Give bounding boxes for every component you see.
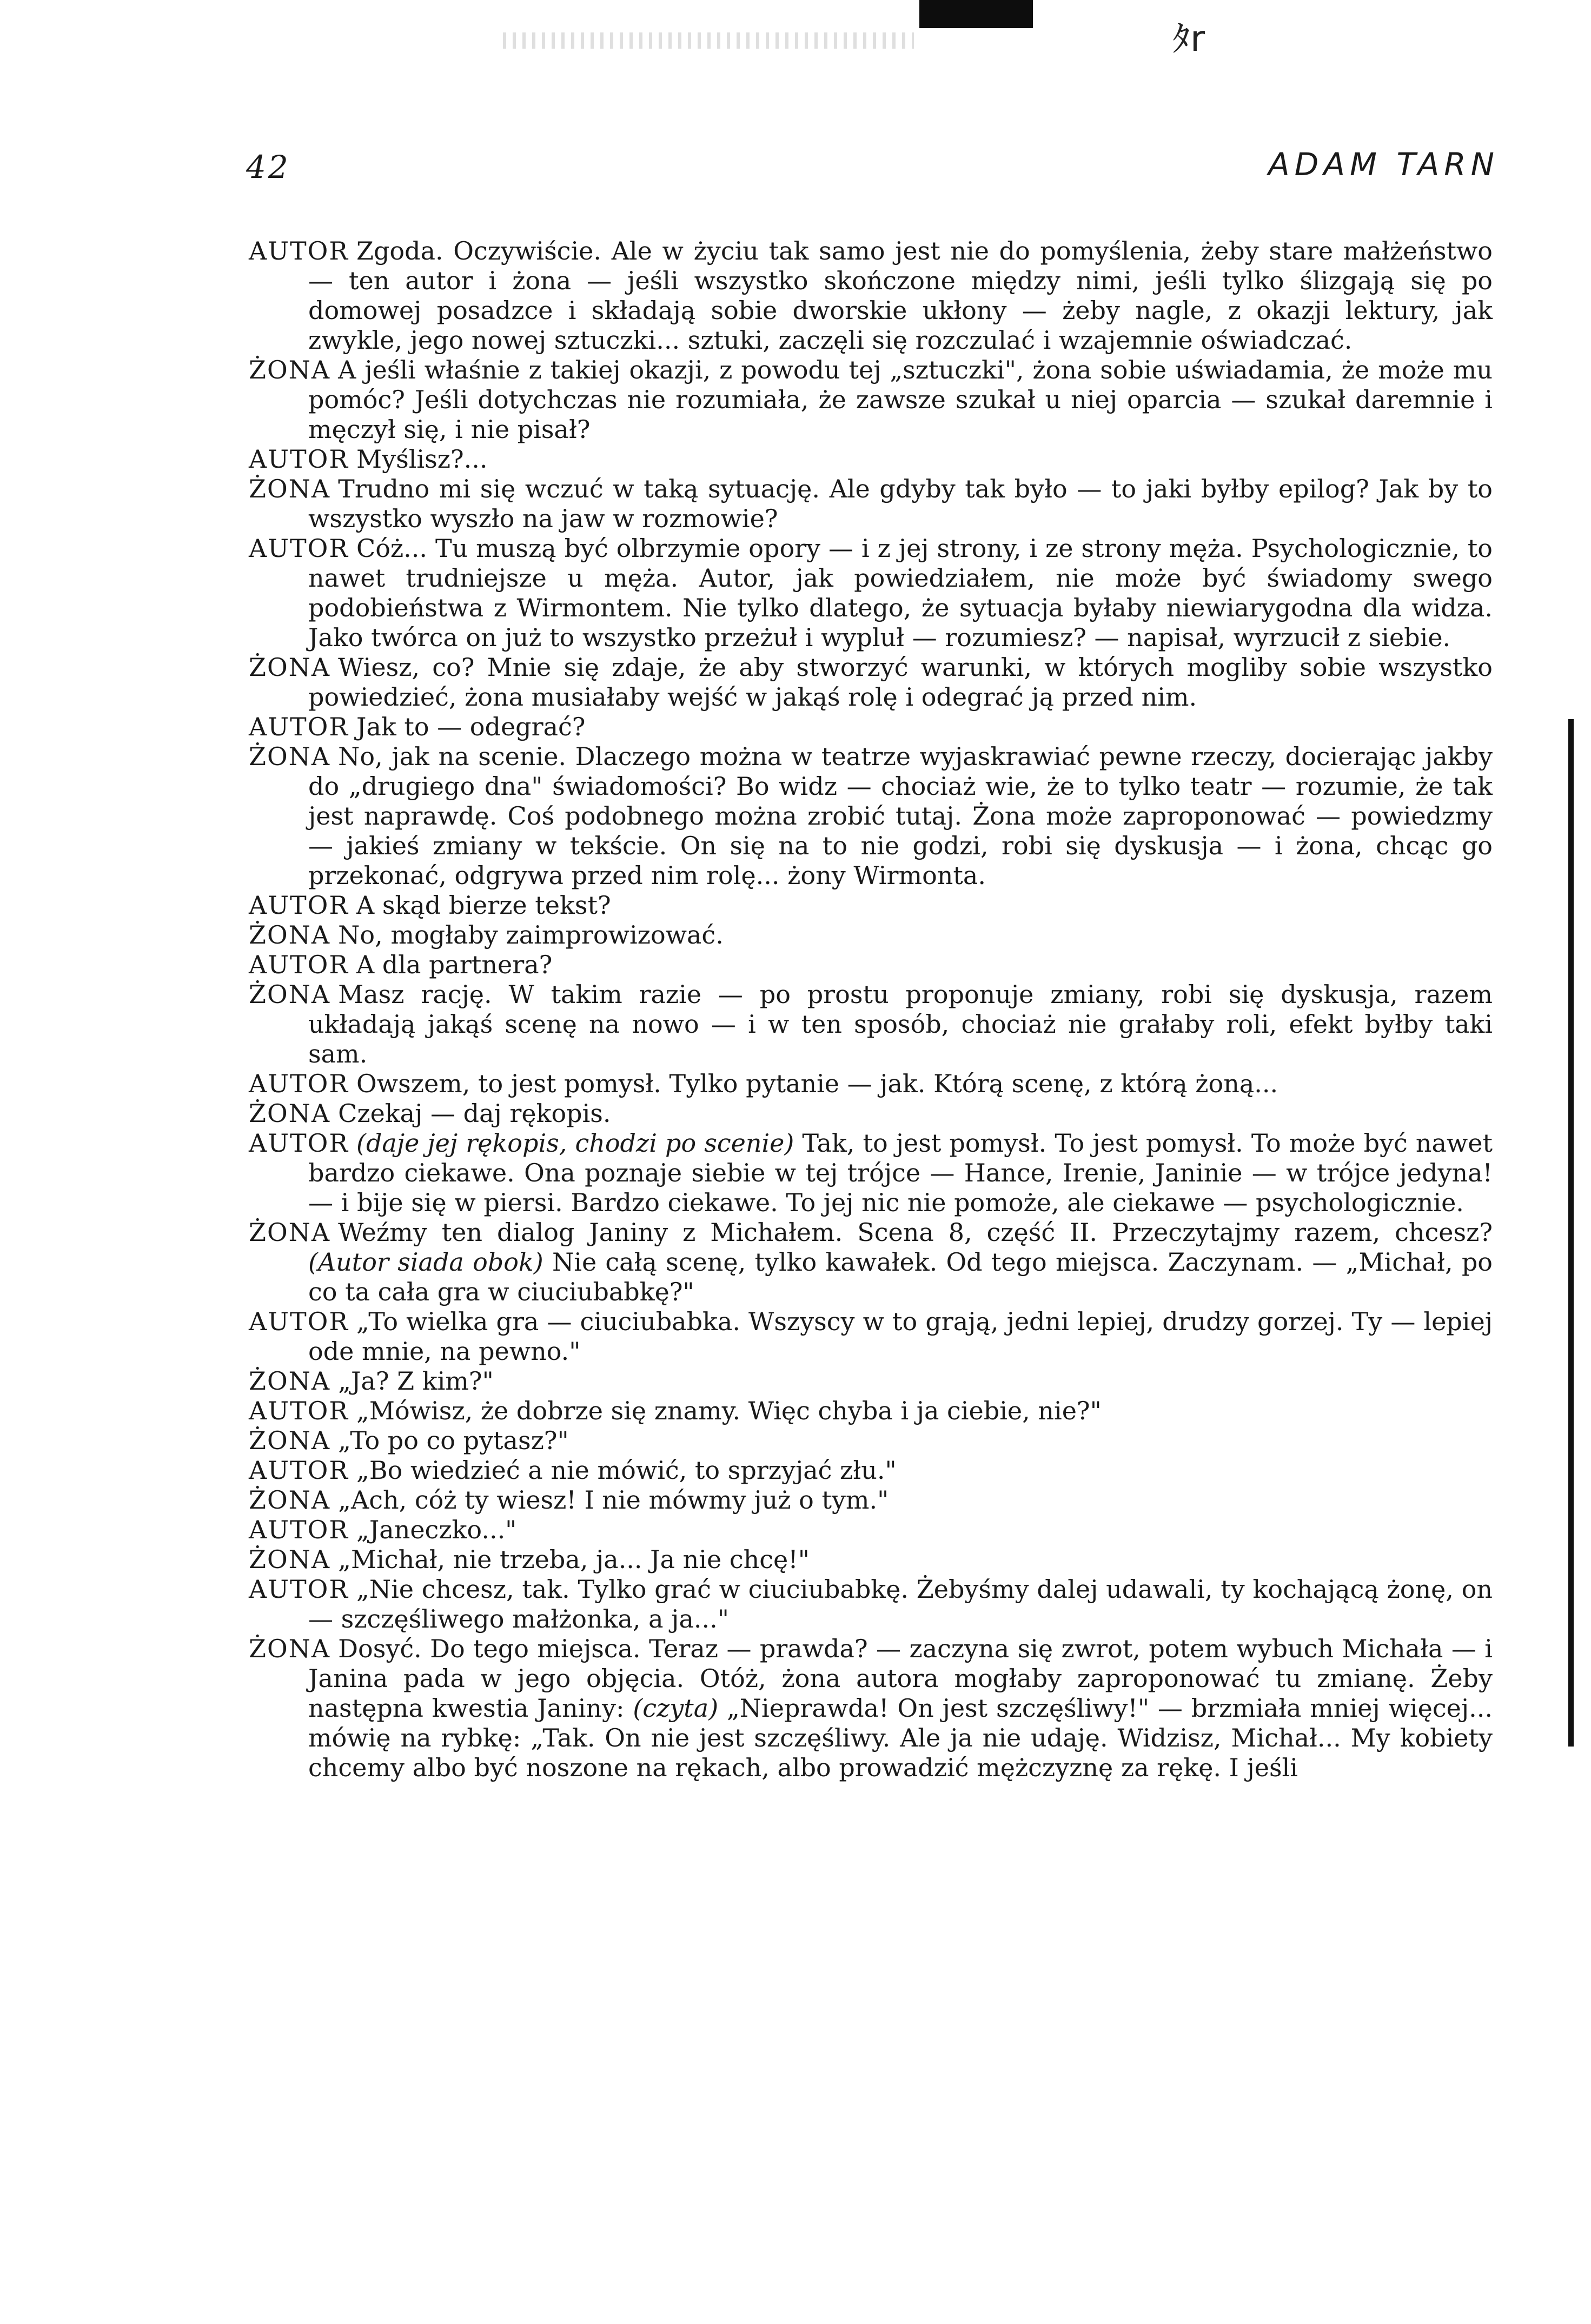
dialogue-line bbox=[249, 474, 1493, 534]
dialogue-line bbox=[249, 355, 1493, 444]
scan-top-bar bbox=[919, 0, 1033, 28]
speaker-name: ŻONA bbox=[249, 653, 331, 682]
dialogue-text-segment: Dosyć. Do tego miejsca. Teraz — prawda? — zaczyna się zwrot, potem wybuch Michała — i Janina pada w jego objęcia. Otóż, żona autora mogłaby zaproponować tu zmianę. Żeby następna kwestia Janiny: bbox=[308, 1634, 1493, 1723]
dialogue-line bbox=[249, 1515, 1493, 1545]
dialogue-line bbox=[249, 1099, 1493, 1128]
dialogue-line bbox=[249, 1575, 1493, 1634]
dialogue-text-segment: Tak, to jest pomysł. To jest pomysł. To może być nawet bardzo ciekawe. Ona poznaje siebie w tej trójce — Hance, Irenie, Janinie — w trójce jedyna! — i bije się w piersi. Bardzo ciekawe. To jej nic nie pomoże, ale ciekawe — psychologicznie. bbox=[308, 1128, 1493, 1217]
speaker-name: AUTOR bbox=[249, 1069, 349, 1098]
dialogue-line bbox=[249, 534, 1493, 653]
stage-direction: (czyta) bbox=[633, 1694, 719, 1723]
dialogue-line bbox=[249, 1396, 1493, 1426]
dialogue-text-segment: „Janeczko..." bbox=[356, 1515, 517, 1544]
dialogue-line bbox=[249, 920, 1493, 950]
speaker-name: AUTOR bbox=[249, 444, 349, 474]
dialogue-text-segment: Wiesz, co? Mnie się zdaje, że aby stworzyć warunki, w których mogliby sobie wszystko powiedzieć, żona musiałaby wejść w jakąś rolę i odegrać ją przed nim. bbox=[308, 653, 1493, 712]
speaker-name: ŻONA bbox=[249, 474, 331, 503]
speaker-name: AUTOR bbox=[249, 1515, 349, 1544]
speaker-name: AUTOR bbox=[249, 534, 349, 563]
dialogue-line bbox=[249, 1128, 1493, 1218]
dialogue-text-segment: „Ja? Z kim?" bbox=[338, 1366, 494, 1396]
dialogue-line bbox=[249, 742, 1493, 891]
speaker-name: AUTOR bbox=[249, 950, 349, 979]
speaker-name: AUTOR bbox=[249, 1128, 349, 1158]
dialogue-line bbox=[249, 980, 1493, 1069]
speaker-name: ŻONA bbox=[249, 742, 331, 771]
speaker-name: AUTOR bbox=[249, 1396, 349, 1425]
corner-mark: ﾀr bbox=[1172, 18, 1205, 59]
dialogue-text-segment: „Mówisz, że dobrze się znamy. Więc chyba i ja ciebie, nie?" bbox=[356, 1396, 1102, 1425]
dialogue-text-segment: Masz rację. W takim razie — po prostu proponuje zmiany, robi się dyskusja, razem układają jakąś scenę na nowo — i w ten sposób, chociaż nie grałaby roli, efekt byłby taki sam. bbox=[308, 980, 1493, 1068]
speaker-name: ŻONA bbox=[249, 1218, 331, 1247]
dialogue-text-segment: No, jak na scenie. Dlaczego można w teatrze wyjaskrawiać pewne rzeczy, docierając jakby do „drugiego dna" świadomości? Bo widz — chociaż wie, że to tylko teatr — rozumie, że tak jest naprawdę. Coś podobnego można zrobić tutaj. Żona może zaproponować — powiedzmy — jakieś zmiany w tekście. On się na to nie godzi, robi się dyskusja — i żona, chcąc go przekonać, odgrywa przed nim rolę... żony Wirmonta. bbox=[308, 742, 1493, 890]
speaker-name: AUTOR bbox=[249, 1575, 349, 1604]
dialogue-text-segment: Trudno mi się wczuć w taką sytuację. Ale gdyby tak było — to jaki byłby epilog? Jak by to wszystko wyszło na jaw w rozmowie? bbox=[308, 474, 1493, 533]
dialogue-text-segment: Myślisz?... bbox=[356, 444, 488, 474]
running-head: ADAM TARN bbox=[1268, 146, 1499, 183]
dialogue-line bbox=[249, 950, 1493, 980]
dialogue-text-segment: Cóż... Tu muszą być olbrzymie opory — i z jej strony, i ze strony męża. Psychologicznie, to nawet trudniejsze u męża. Autor, jak powiedziałem, nie może być świadomy swego podobieństwa z Wirmontem. Nie tylko dlatego, że sytuacja byłaby niewiarygodna dla widza. Jako twórca on już to wszystko przeżuł i wypluł — rozumiesz? — napisał, wyrzucił z siebie. bbox=[308, 534, 1493, 652]
stage-direction: (daje jej rękopis, chodzi po scenie) bbox=[356, 1128, 794, 1158]
dialogue-text-segment: „Ach, cóż ty wiesz! I nie mówmy już o tym." bbox=[338, 1485, 889, 1515]
dialogue-text-segment: Czekaj — daj rękopis. bbox=[338, 1099, 611, 1128]
dialogue-text-segment: „Nieprawda! On jest szczęśliwy!" — brzmiała mniej więcej... mówię na rybkę: „Tak. On nie jest szczęśliwy. Ale ja nie udaję. Widzisz, Michał... My kobiety chcemy albo być noszone na rękach, albo prowadzić mężczyznę za rękę. I jeśli bbox=[308, 1694, 1493, 1782]
speaker-name: ŻONA bbox=[249, 1545, 331, 1574]
dialogue-text-segment: „Bo wiedzieć a nie mówić, to sprzyjać złu." bbox=[356, 1456, 897, 1485]
dialogue-text-segment: Nie całą scenę, tylko kawałek. Od tego miejsca. Zaczynam. — „Michał, po co ta cała gra w ciuciubabkę?" bbox=[308, 1247, 1493, 1306]
dialogue-text-segment: „To po co pytasz?" bbox=[338, 1426, 569, 1455]
dialogue-line bbox=[249, 1456, 1493, 1485]
dialogue-text-segment: No, mogłaby zaimprowizować. bbox=[338, 920, 724, 949]
speaker-name: ŻONA bbox=[249, 920, 331, 949]
speaker-name: ŻONA bbox=[249, 1366, 331, 1396]
scan-noise bbox=[503, 32, 914, 49]
dialogue-line bbox=[249, 1634, 1493, 1783]
dialogue-text-segment: „Michał, nie trzeba, ja... Ja nie chcę!" bbox=[338, 1545, 810, 1574]
speaker-name: ŻONA bbox=[249, 1634, 331, 1663]
dialogue-line bbox=[249, 444, 1493, 474]
dialogue-line bbox=[249, 653, 1493, 712]
scan-edge-line bbox=[1568, 719, 1574, 1747]
dialogue-text-segment: „Nie chcesz, tak. Tylko grać w ciuciubabkę. Żebyśmy dalej udawali, ty kochającą żonę, on — szczęśliwego małżonka, a ja..." bbox=[308, 1575, 1493, 1634]
dialogue-line bbox=[249, 1366, 1493, 1396]
page-number: 42 bbox=[246, 149, 290, 185]
speaker-name: ŻONA bbox=[249, 980, 331, 1009]
speaker-name: AUTOR bbox=[249, 236, 349, 265]
dialogue-text-segment: „To wielka gra — ciuciubabka. Wszyscy w to grają, jedni lepiej, drudzy gorzej. Ty — lepiej ode mnie, na pewno." bbox=[308, 1307, 1493, 1366]
dialogue-text-segment: Jak to — odegrać? bbox=[356, 712, 586, 741]
dialogue-text-segment: Weźmy ten dialog Janiny z Michałem. Scena 8, część II. Przeczytajmy razem, chcesz? bbox=[338, 1218, 1493, 1247]
speaker-name: AUTOR bbox=[249, 1456, 349, 1485]
dialogue-line bbox=[249, 1218, 1493, 1307]
dialogue-text-segment: A jeśli właśnie z takiej okazji, z powodu tej „sztuczki", żona sobie uświadamia, że może mu pomóc? Jeśli dotychczas nie rozumiała, że zawsze szukał u niej oparcia — szukał daremnie i męczył się, i nie pisał? bbox=[308, 355, 1493, 444]
speaker-name: ŻONA bbox=[249, 1485, 331, 1515]
dialogue-text-segment: A dla partnera? bbox=[356, 950, 553, 979]
speaker-name: AUTOR bbox=[249, 1307, 349, 1336]
dialogue-text bbox=[249, 236, 1493, 1783]
speaker-name: ŻONA bbox=[249, 1099, 331, 1128]
speaker-name: AUTOR bbox=[249, 712, 349, 741]
speaker-name: ŻONA bbox=[249, 355, 331, 384]
dialogue-line bbox=[249, 712, 1493, 742]
dialogue-line bbox=[249, 1069, 1493, 1099]
speaker-name: ŻONA bbox=[249, 1426, 331, 1455]
dialogue-text-segment: A skąd bierze tekst? bbox=[356, 891, 611, 920]
dialogue-text-segment: Zgoda. Oczywiście. Ale w życiu tak samo jest nie do pomyślenia, żeby stare małżeństwo — ten autor i żona — jeśli wszystko skończone między nimi, jeśli tylko ślizgają się po domowej posadzce i składają sobie dworskie ukłony — żeby nagle, z okazji lektury, jak zwykle, jego nowej sztuczki... sztuki, zaczęli się rozczulać i wzajemnie oświadczać. bbox=[308, 236, 1493, 355]
dialogue-line bbox=[249, 1545, 1493, 1575]
dialogue-line bbox=[249, 891, 1493, 920]
dialogue-line bbox=[249, 1485, 1493, 1515]
dialogue-line bbox=[249, 1307, 1493, 1366]
stage-direction: (Autor siada obok) bbox=[308, 1247, 543, 1277]
dialogue-text-segment: Owszem, to jest pomysł. Tylko pytanie — jak. Którą scenę, z którą żoną... bbox=[356, 1069, 1278, 1098]
dialogue-line bbox=[249, 236, 1493, 355]
dialogue-line bbox=[249, 1426, 1493, 1456]
speaker-name: AUTOR bbox=[249, 891, 349, 920]
